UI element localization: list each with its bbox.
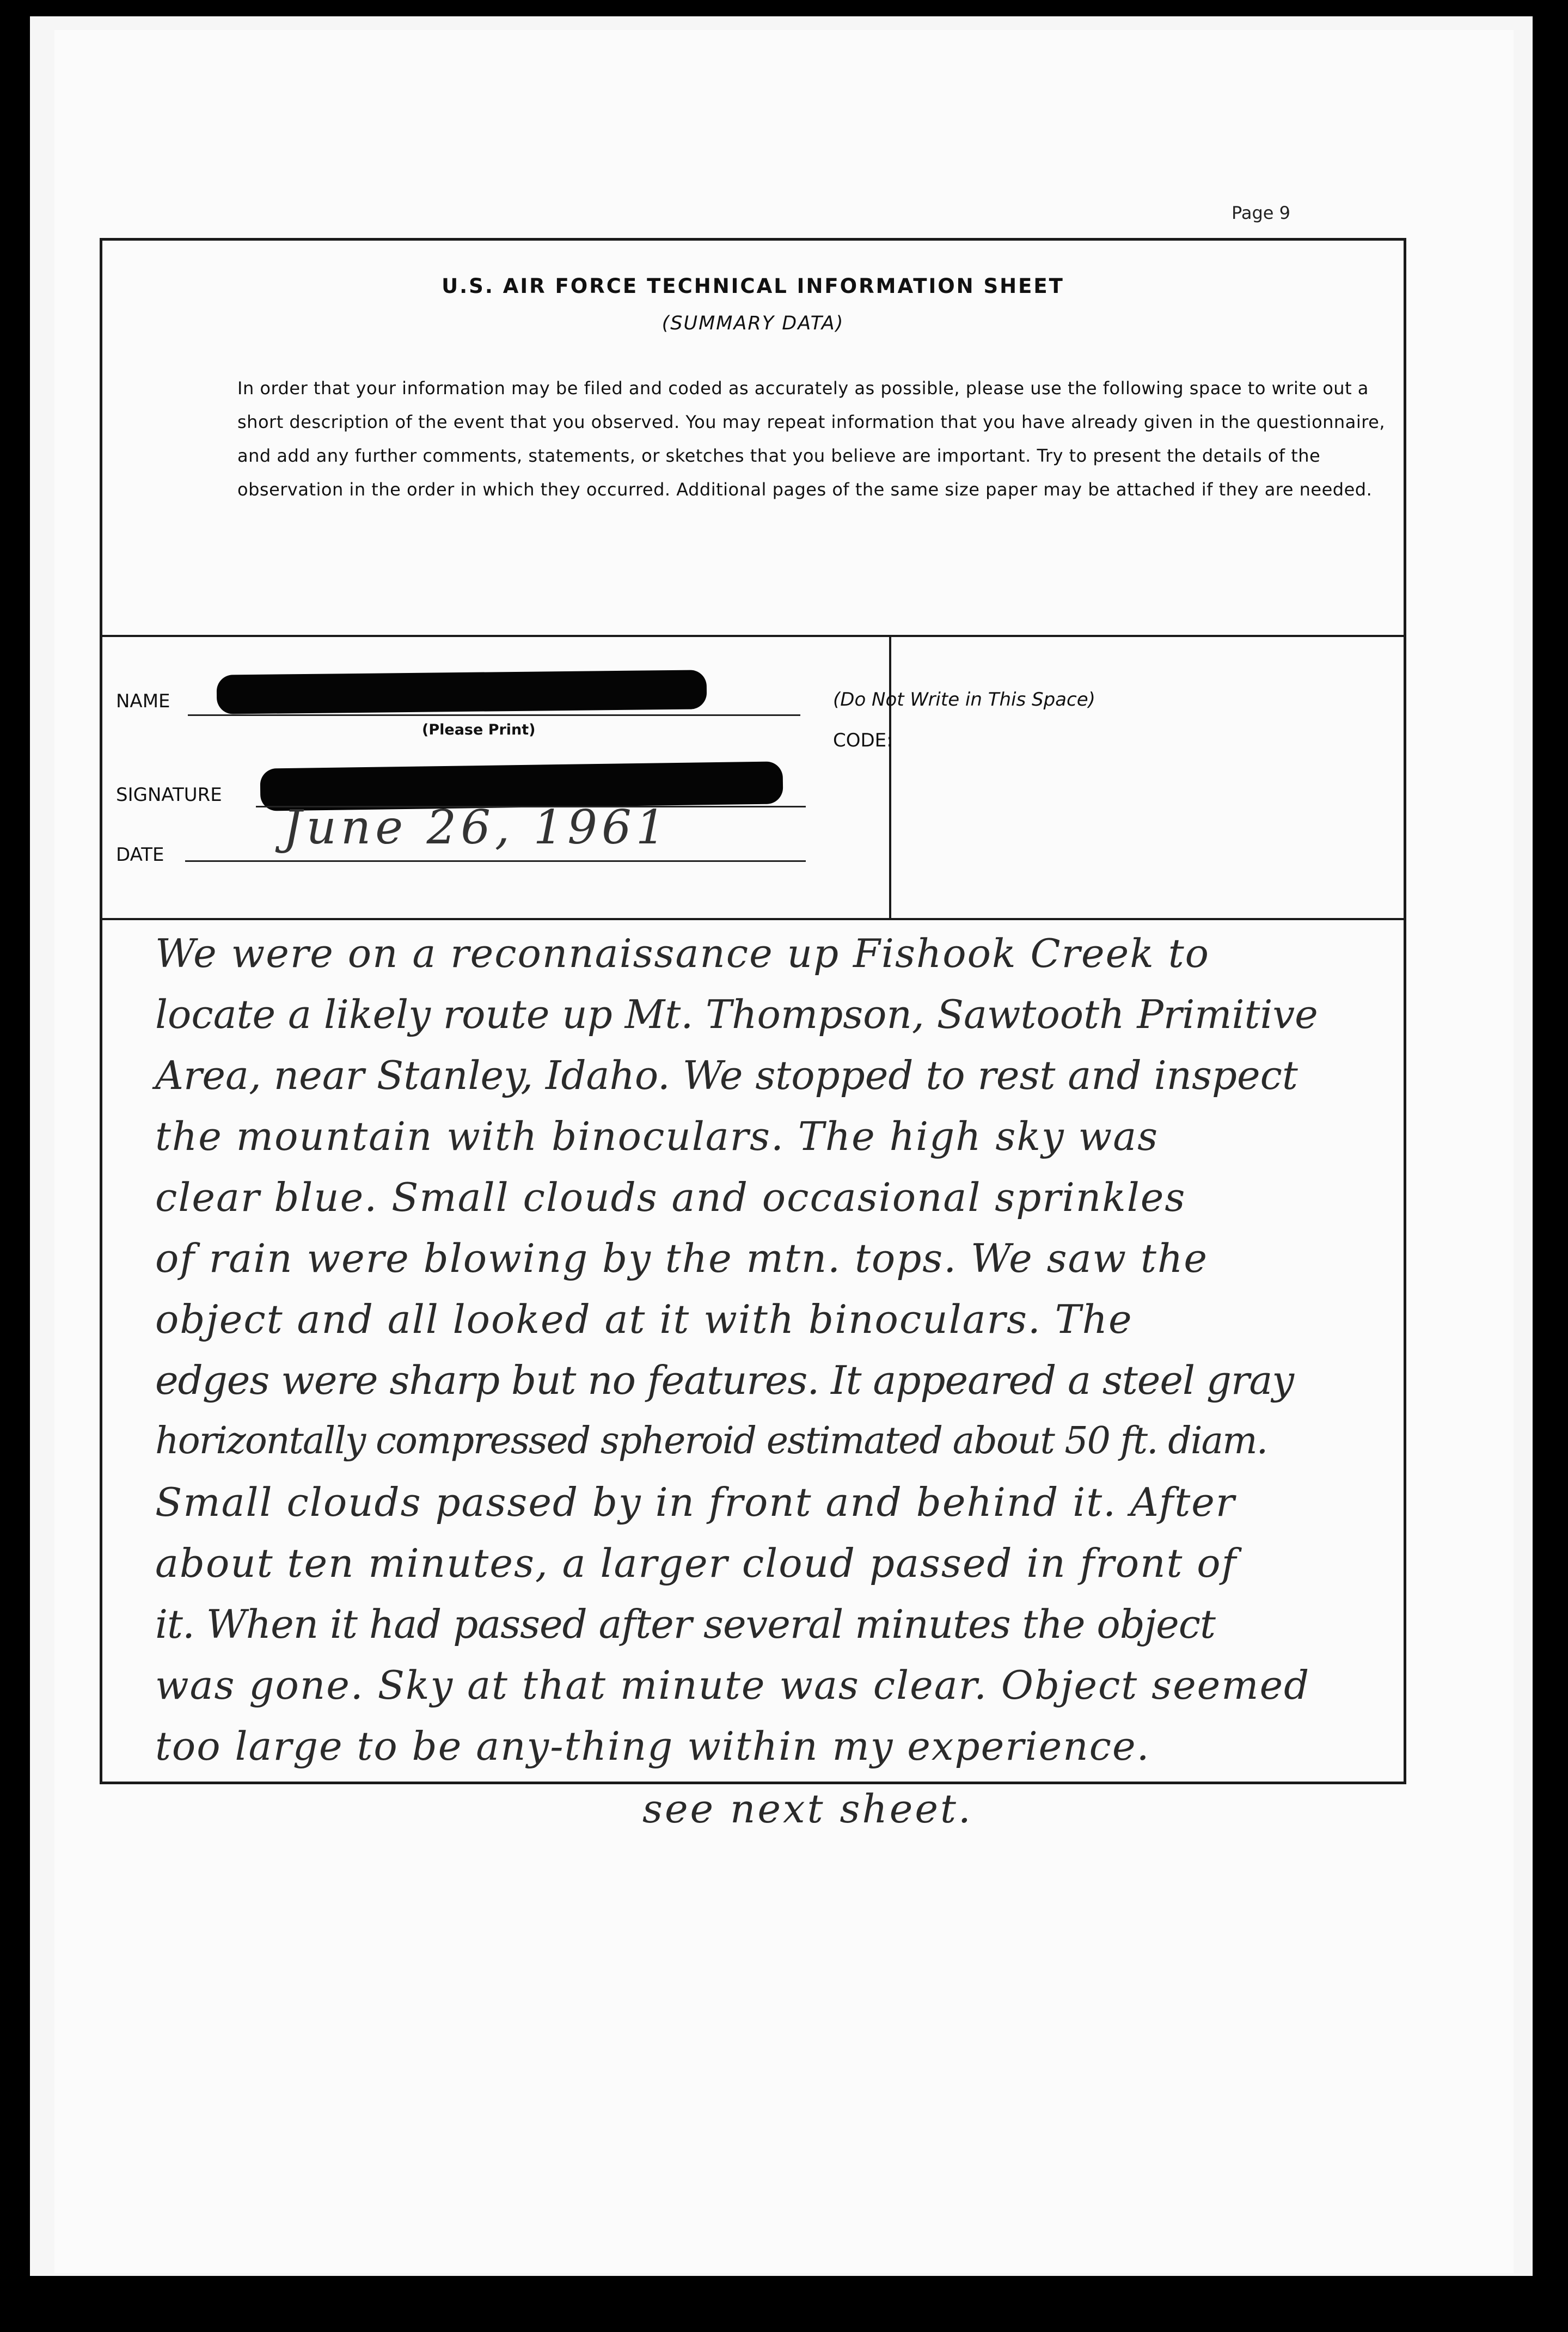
code-label: CODE: — [833, 730, 893, 751]
narrative-line: Area, near Stanley, Idaho. We stopped to rest and inspect — [155, 1052, 1298, 1098]
form-subtitle: (SUMMARY DATA) — [661, 313, 844, 334]
narrative-line: We were on a reconnaissance up Fishook Creek to — [155, 931, 1210, 976]
narrative-line: edges were sharp but no features. It appeared a steel gray — [155, 1357, 1294, 1403]
narrative-line: the mountain with binoculars. The high sky was — [155, 1113, 1159, 1159]
name-line — [188, 714, 800, 716]
name-label: NAME — [116, 690, 170, 712]
narrative-line: clear blue. Small clouds and occasional sprinkles — [155, 1174, 1186, 1220]
date-line — [185, 860, 806, 862]
form-header — [102, 241, 1404, 637]
section-divider — [889, 637, 891, 918]
narrative-line: about ten minutes, a larger cloud passed in front of — [155, 1540, 1238, 1586]
narrative-line: was gone. Sky at that minute was clear. Object seemed — [155, 1662, 1310, 1708]
signature-label: SIGNATURE — [116, 784, 222, 806]
continued-note: see next sheet. — [642, 1786, 973, 1832]
form-instructions: In order that your information may be filed and coded as accurately as possible, please use the following space to write out a short description of the event that you observed. You may repeat information that you have already given in the questionnaire, and add any further comments, statements, or sketches that you believe are important. Try to present the details of the observation in the order in which they occurred. Additional pages of the same size paper may be attached if they are needed. — [237, 378, 1386, 500]
narrative-line: horizontally compressed spheroid estimated about 50 ft. diam. — [155, 1419, 1267, 1462]
office-use-note: (Do Not Write in This Space) — [833, 689, 1095, 711]
narrative-line: too large to be any-thing within my experience. — [155, 1723, 1150, 1769]
narrative-line: it. When it had passed after several minutes the object — [155, 1601, 1215, 1647]
date-handwritten: June 26, 1961 — [283, 800, 670, 855]
narrative-line: Small clouds passed by in front and behind it. After — [155, 1479, 1236, 1525]
date-label: DATE — [116, 844, 164, 866]
narrative-line: object and all looked at it with binoculars. The — [155, 1296, 1133, 1342]
please-print-note: (Please Print) — [422, 721, 536, 738]
handwritten-narrative — [155, 923, 1429, 1777]
form-title: U.S. AIR FORCE TECHNICAL INFORMATION SHEET — [442, 274, 1064, 298]
name-redaction — [217, 670, 707, 714]
page-number: Page 9 — [1232, 203, 1290, 223]
narrative-line: of rain were blowing by the mtn. tops. We saw the — [155, 1235, 1208, 1281]
narrative-line: locate a likely route up Mt. Thompson, Sawtooth Primitive — [155, 991, 1318, 1037]
